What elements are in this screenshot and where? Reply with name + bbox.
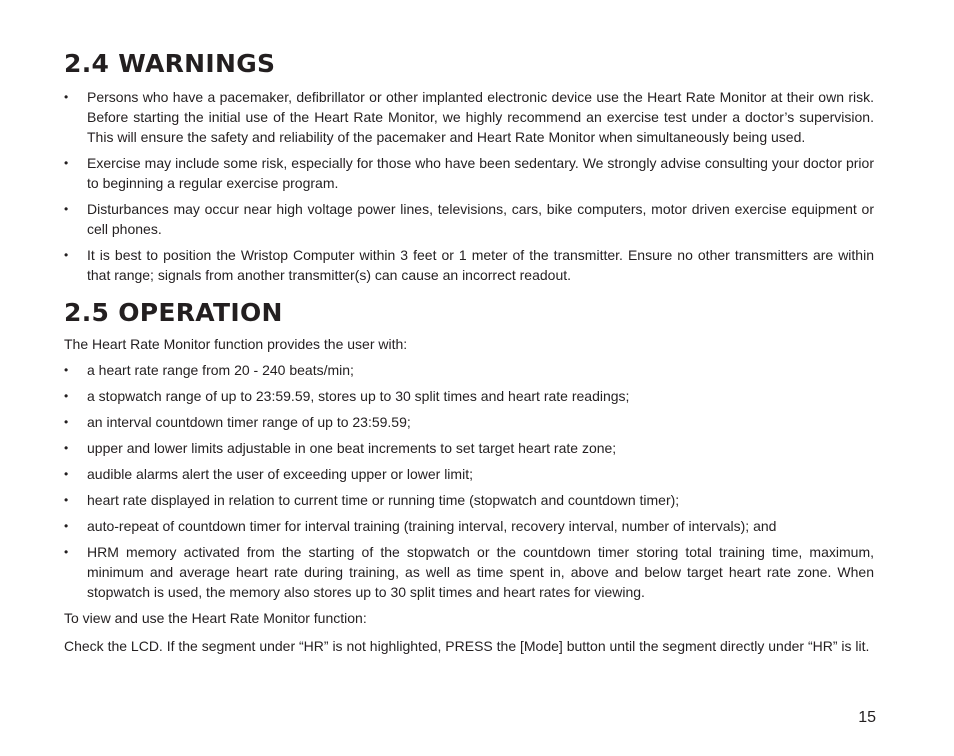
operation-item: • audible alarms alert the user of exceeding upper or lower limit; — [64, 464, 874, 484]
operation-item: • a stopwatch range of up to 23:59.59, stores up to 30 split times and heart rate readings; — [64, 386, 874, 406]
page-content — [64, 49, 874, 656]
operation-heading: 2.5 OPERATION — [64, 298, 283, 327]
view-instructions: To view and use the Heart Rate Monitor function: — [64, 610, 367, 626]
operation-item: • an interval countdown timer range of up to 23:59.59; — [64, 412, 874, 432]
check-instructions: Check the LCD. If the segment under “HR” is not highlighted, PRESS the [Mode] button until the segment directly under “HR” is lit. — [64, 638, 870, 654]
operation-item: • upper and lower limits adjustable in one beat increments to set target heart rate zone; — [64, 438, 874, 458]
operation-item: • auto-repeat of countdown timer for interval training (training interval, recovery interval, number of intervals); and — [64, 516, 874, 536]
warning-item: • Persons who have a pacemaker, defibrillator or other implanted electronic device use the Heart Rate Monitor at their own risk. Before starting the initial use of the Heart Rate Monitor, we highly recommend an exercise test under a doctor’s supervision. This will ensure the safety and reliability of the pacemaker and Heart Rate Monitor when simultaneously being used. — [64, 87, 874, 147]
operation-item: • HRM memory activated from the starting of the stopwatch or the countdown timer storing total training time, maximum, minimum and average heart rate during training, as well as time spent in, above and below target heart rate zone. When stopwatch is used, the memory also stores up to 30 split times and heart rates for viewing. — [64, 542, 874, 602]
warning-item: • It is best to position the Wristop Computer within 3 feet or 1 meter of the transmitter. Ensure no other transmitters are within that range; signals from another transmitter(s) can cause an incorrect readout. — [64, 245, 874, 285]
warnings-list — [64, 87, 874, 285]
operation-item: • heart rate displayed in relation to current time or running time (stopwatch and countdown timer); — [64, 490, 874, 510]
warnings-heading: 2.4 WARNINGS — [64, 49, 276, 78]
operation-item: • a heart rate range from 20 - 240 beats/min; — [64, 360, 874, 380]
operation-list — [64, 360, 874, 602]
operation-intro: The Heart Rate Monitor function provides the user with: — [64, 336, 408, 352]
warning-item: • Disturbances may occur near high voltage power lines, televisions, cars, bike computers, motor driven exercise equipment or cell phones. — [64, 199, 874, 239]
warning-item: • Exercise may include some risk, especially for those who have been sedentary. We strongly advise consulting your doctor prior to beginning a regular exercise program. — [64, 153, 874, 193]
page-number: 15 — [858, 709, 876, 726]
